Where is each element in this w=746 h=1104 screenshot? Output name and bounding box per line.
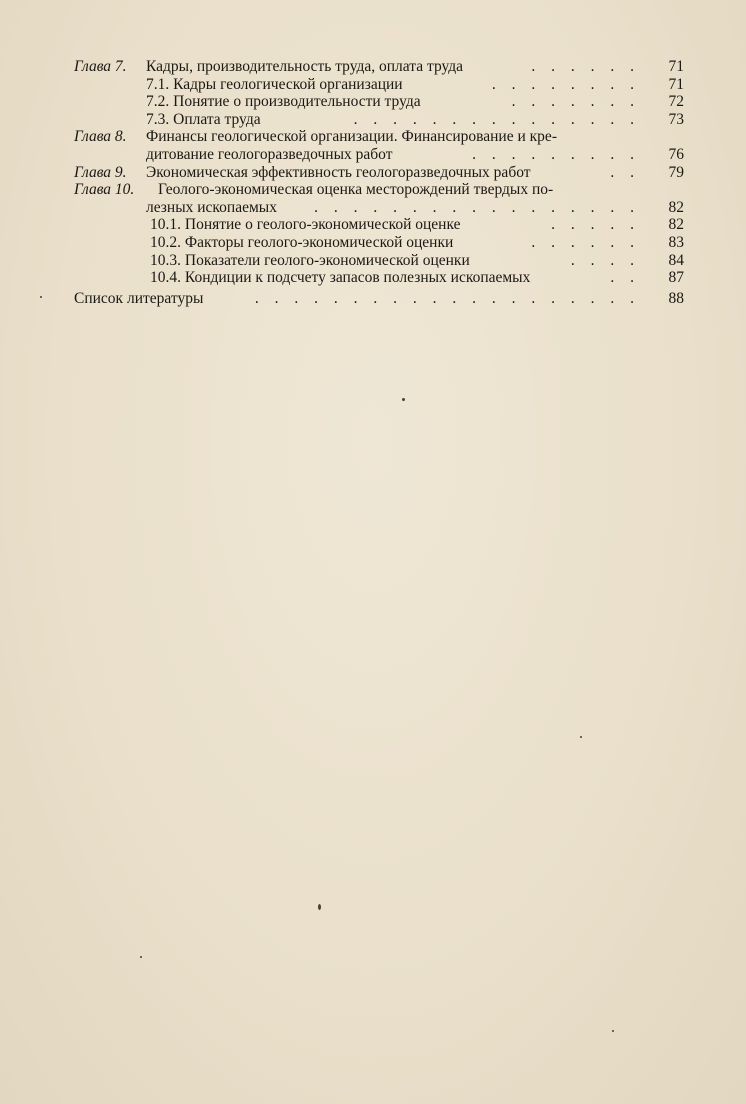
leader-dots: . . . . . . . . . . . . . . . . . . . . [254, 289, 640, 307]
chapter-title: Кадры, производительность труда, оплата труда [146, 58, 464, 75]
section-title: 10.2. Факторы геолого-экономической оценки [150, 233, 454, 251]
table-of-contents [74, 58, 684, 307]
toc-chapter-8 [74, 128, 684, 163]
toc-literature [74, 290, 684, 308]
page-number: 82 [668, 216, 684, 234]
toc-chapter-7 [74, 58, 684, 128]
leader-dots: . . . . . . [531, 233, 640, 251]
section-title: 10.4. Кондиции к подсчету запасов полезных ископаемых [150, 269, 531, 287]
section-title: 7.1. Кадры геологической организации [146, 75, 403, 93]
leader-dots: . . . . . . . . . . . . . . . . . [314, 198, 640, 216]
page-number: 82 [668, 198, 684, 216]
page-number: 73 [668, 110, 684, 128]
page-number: 88 [668, 289, 684, 307]
page-number: 84 [668, 251, 684, 269]
leader-dots: . . . . [570, 251, 640, 269]
chapter-label: Глава 7. [74, 58, 127, 75]
chapter-title-line-2: дитование геологоразведочных работ [146, 145, 393, 163]
page-number: 71 [668, 58, 684, 75]
section-title: 7.2. Понятие о производительности труда [146, 93, 421, 111]
leader-dots: . . [610, 269, 640, 287]
page-number: 76 [668, 145, 684, 163]
toc-chapter-10 [74, 181, 684, 287]
chapter-title: Экономическая эффективность геологоразведочных работ [146, 163, 531, 181]
section-title: 7.3. Оплата труда [146, 110, 261, 128]
paper-speck [318, 904, 321, 910]
page-number: 83 [668, 233, 684, 251]
page-number: 72 [668, 93, 684, 111]
leader-dots: . . . . . [551, 216, 640, 234]
leader-dots: . . . . . . [531, 58, 640, 75]
paper-speck [612, 1030, 614, 1032]
page-number: 71 [668, 75, 684, 93]
toc-chapter-9 [74, 164, 684, 182]
chapter-label: Глава 10. [74, 181, 135, 199]
literature-title: Список литературы [74, 289, 204, 307]
leader-dots: . . . . . . . . . [472, 145, 640, 163]
section-title: 10.1. Понятие о геолого-экономической оценке [150, 216, 461, 234]
chapter-label: Глава 8. [74, 128, 127, 146]
page-number: 79 [668, 163, 684, 181]
chapter-label: Глава 9. [74, 163, 127, 181]
paper-speck [402, 398, 405, 401]
leader-dots: . . [610, 163, 640, 181]
paper-speck [140, 956, 142, 958]
page-number: 87 [668, 269, 684, 287]
leader-dots: . . . . . . . . . . . . . . . [353, 110, 640, 128]
section-title: 10.3. Показатели геолого-экономической оценки [150, 251, 470, 269]
chapter-title-line-1: Геолого-экономическая оценка месторождений твердых по- [158, 181, 554, 199]
paper-speck [40, 296, 42, 298]
chapter-title-line-2: лезных ископаемых [146, 198, 277, 216]
leader-dots: . . . . . . . . [491, 75, 640, 93]
chapter-title-line-1: Финансы геологической организации. Финансирование и кре- [146, 128, 557, 146]
leader-dots: . . . . . . . [511, 93, 640, 111]
paper-speck [580, 736, 582, 738]
